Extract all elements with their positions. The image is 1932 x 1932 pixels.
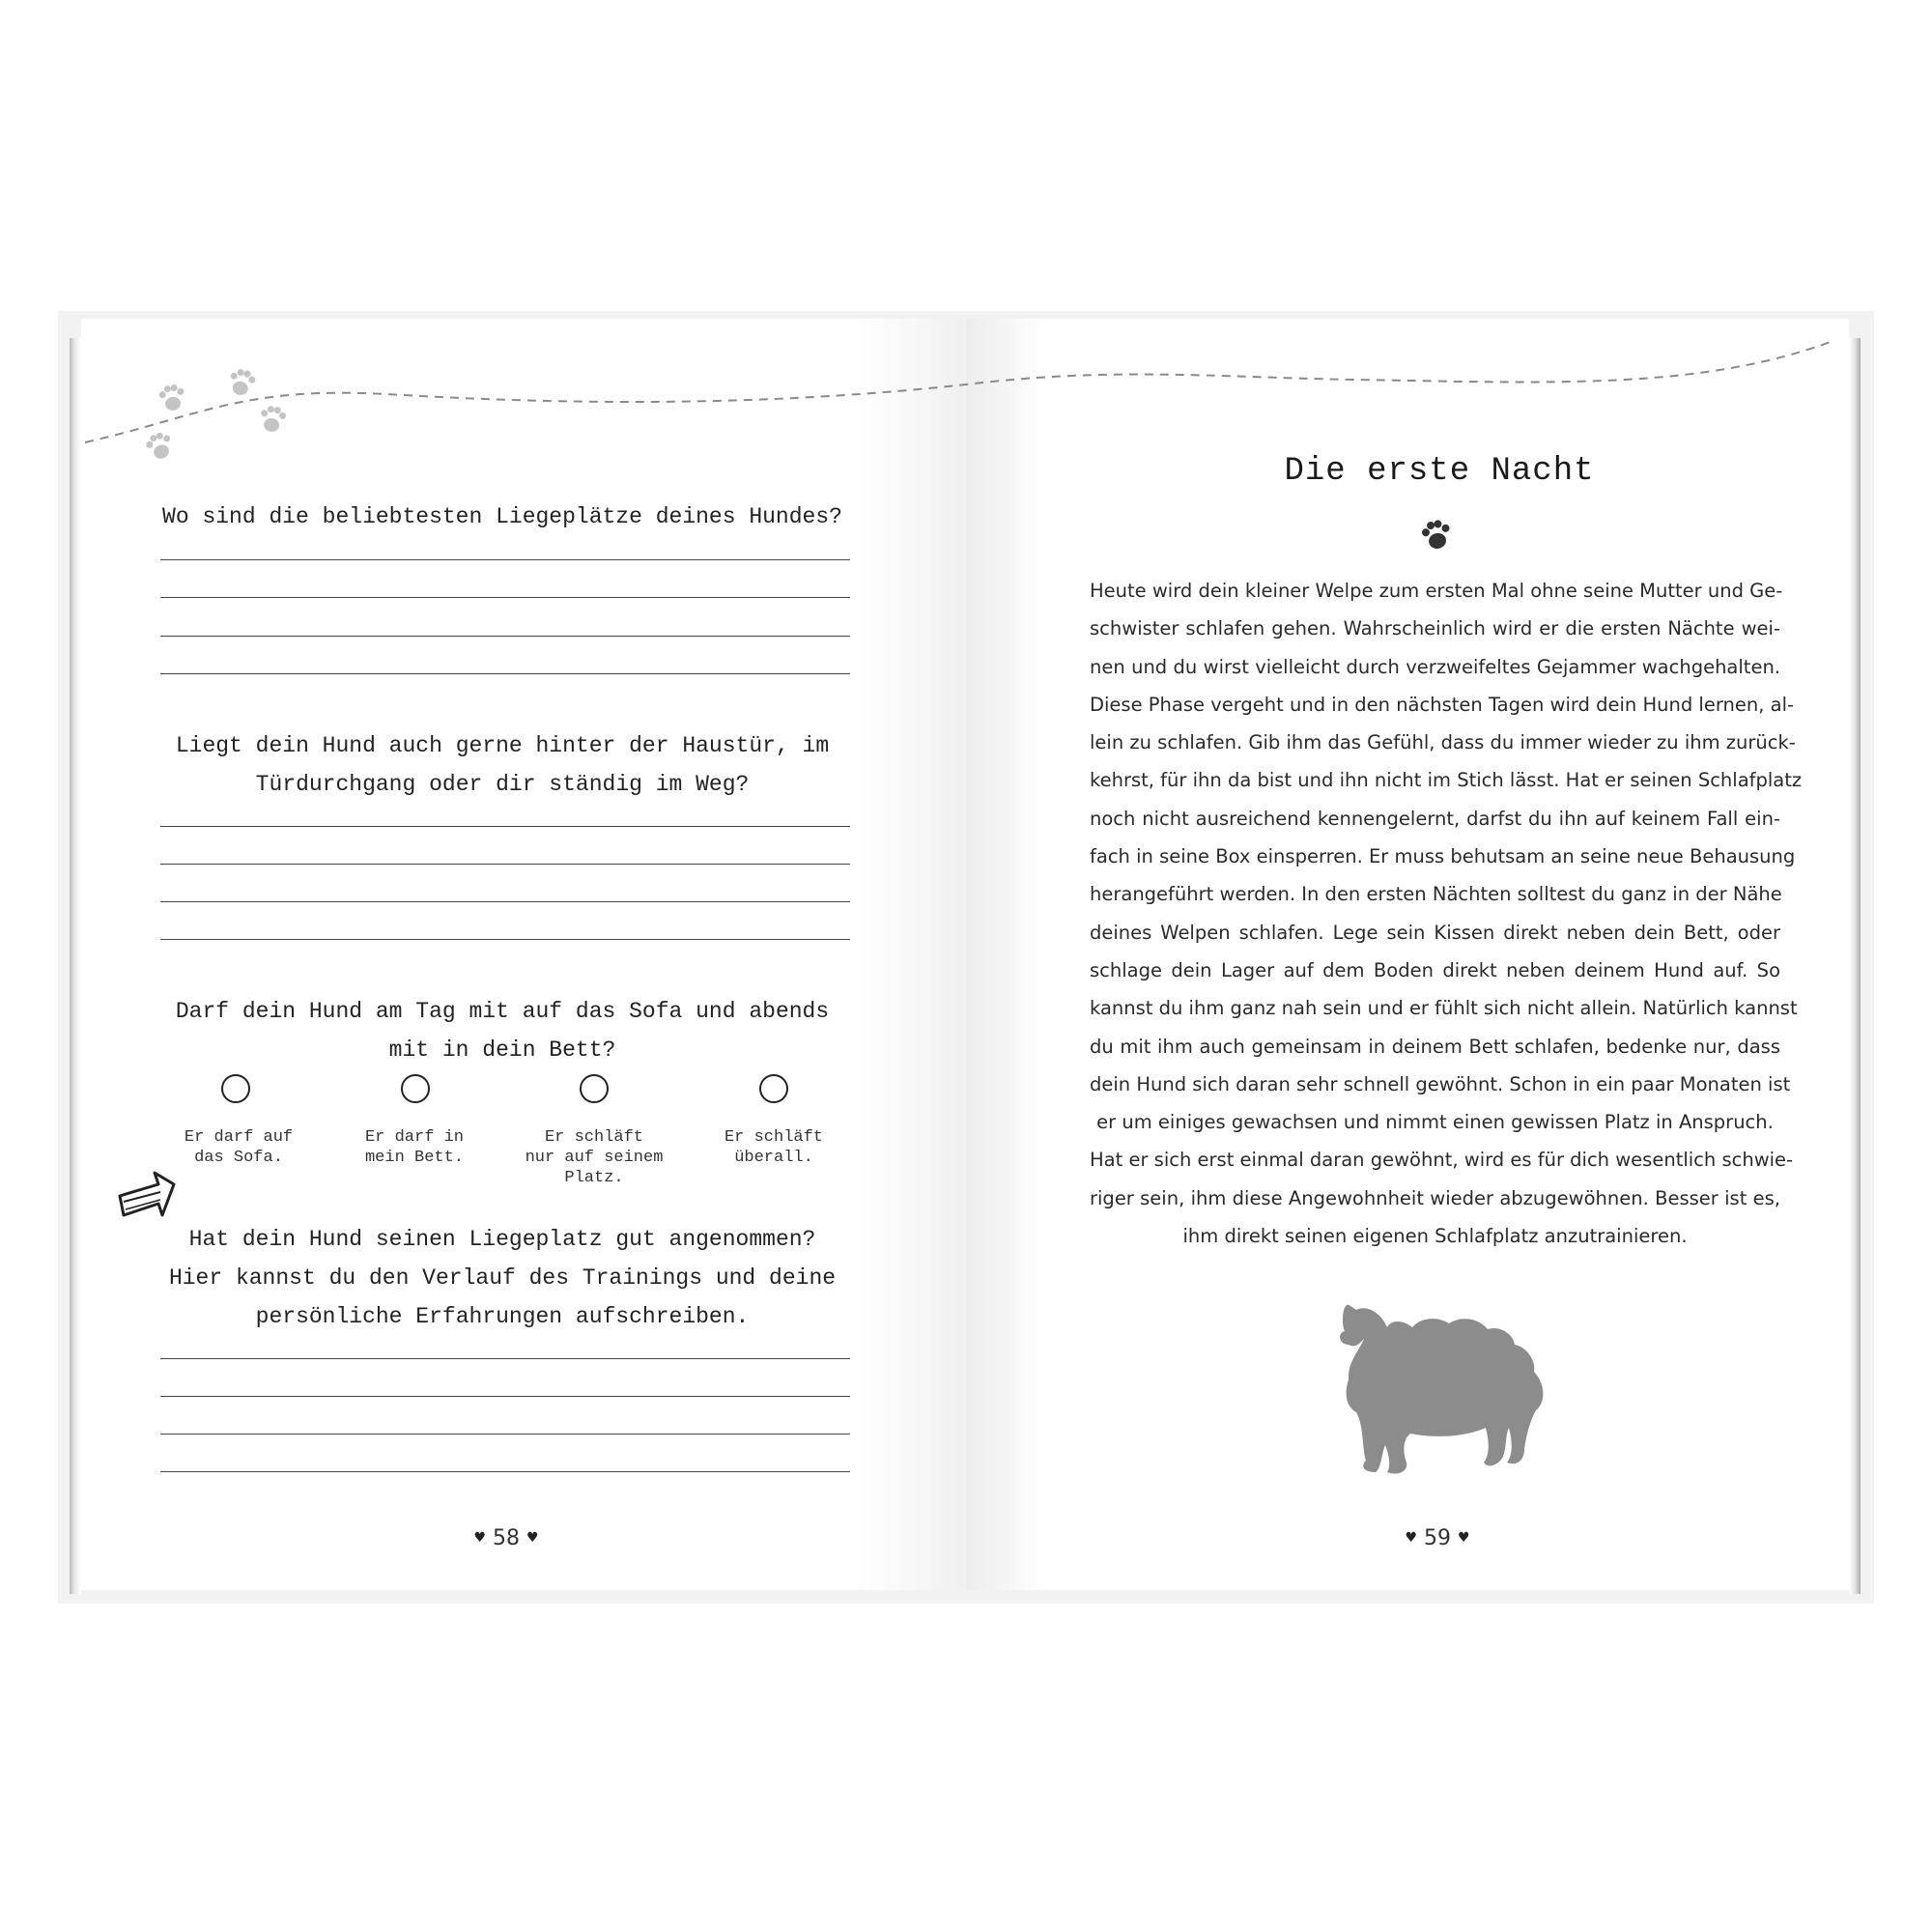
body-line: schlage dein Lager auf dem Boden direkt neben deinem Hund auf. So xyxy=(1090,958,1780,981)
question-line: Türdurchgang oder dir ständig im Weg? xyxy=(255,772,750,797)
write-line[interactable] xyxy=(160,1471,850,1472)
question-line: mit in dein Bett? xyxy=(388,1037,616,1063)
option-label-line: Er schläft xyxy=(544,1128,644,1147)
body-line: kehrst, für ihn da bist und ihn nicht im Stich lässt. Hat er seinen Schlafplatz xyxy=(1090,769,1803,792)
option-radio-own-spot[interactable] xyxy=(580,1074,609,1103)
body-line: Heute wird dein kleiner Welpe zum ersten Mal ohne seine Mutter und Ge- xyxy=(1090,580,1783,602)
heart-icon: ♥ xyxy=(1405,1530,1417,1546)
option-label-line: mein Bett. xyxy=(364,1149,465,1167)
write-line[interactable] xyxy=(160,636,850,637)
option-label-line: Er darf auf xyxy=(184,1128,294,1147)
dog-silhouette-icon xyxy=(1340,1305,1543,1474)
question-line: persönliche Erfahrungen aufschreiben. xyxy=(255,1304,750,1329)
paw-print-icon xyxy=(157,383,186,412)
body-line: riger sein, ihm diese Angewohnheit wieder abzugewöhnen. Besser ist es, xyxy=(1090,1186,1780,1209)
question-line: Darf dein Hund am Tag mit auf das Sofa und abends xyxy=(175,999,830,1024)
body-line: er um einiges gewachsen und nimmt einen gewissen Platz in Anspruch. xyxy=(1096,1111,1774,1134)
body-line: schwister schlafen gehen. Wahrscheinlich wird er die ersten Nächte wei- xyxy=(1090,617,1780,640)
write-line[interactable] xyxy=(160,1396,850,1397)
body-line: kannst du ihm ganz nah sein und er fühlt sich nicht allein. Natürlich kannst xyxy=(1090,997,1798,1020)
arrow-pointer-icon xyxy=(120,1173,174,1215)
question-door-spot xyxy=(155,726,850,804)
body-line: du mit ihm auch gemeinsam in deinem Bett schlafen, bedenke nur, dass xyxy=(1090,1035,1780,1058)
write-line[interactable] xyxy=(160,597,850,598)
body-line: Hat er sich erst einmal daran gewöhnt, wird es für dich wesentlich schwie- xyxy=(1090,1149,1794,1172)
question-favorite-spots: Wo sind die beliebtesten Liegeplätze deines Hundes? xyxy=(162,504,842,529)
page-number-left xyxy=(410,1526,603,1550)
write-line[interactable] xyxy=(160,826,850,827)
write-line[interactable] xyxy=(160,673,850,674)
question-line: Liegt dein Hund auch gerne hinter der Haustür, im xyxy=(175,733,830,758)
write-line[interactable] xyxy=(160,559,850,560)
question-training-progress xyxy=(155,1220,850,1336)
option-radio-everywhere[interactable] xyxy=(759,1074,788,1103)
option-label-bed xyxy=(332,1127,497,1168)
write-line[interactable] xyxy=(160,1358,850,1359)
paw-print-icon xyxy=(1420,518,1453,551)
option-label-line: das Sofa. xyxy=(194,1149,283,1167)
page-number-value: 58 xyxy=(493,1526,520,1550)
heart-icon: ♥ xyxy=(526,1530,539,1546)
option-label-line: überall. xyxy=(734,1149,813,1167)
option-label-line: nur auf seinem xyxy=(525,1149,664,1167)
option-label-line: Er schläft xyxy=(724,1128,824,1147)
paw-print-icon xyxy=(227,367,257,397)
body-line: deines Welpen schlafen. Lege sein Kissen direkt neben dein Bett, oder xyxy=(1090,921,1780,944)
body-line: nen und du wirst vielleicht durch verzweifeltes Gejammer wachgehalten. xyxy=(1090,655,1780,678)
option-label-own-spot xyxy=(512,1127,676,1188)
body-line: noch nicht ausreichend kennengelernt, darfst du ihn auf keinem Fall ein- xyxy=(1090,807,1780,830)
option-label-line: Platz. xyxy=(564,1169,624,1187)
heart-icon: ♥ xyxy=(473,1530,486,1546)
body-text xyxy=(1090,572,1803,1255)
body-line: Diese Phase vergeht und in den nächsten Tagen wird dein Hund lernen, al- xyxy=(1090,693,1795,716)
page-number-right xyxy=(1341,1526,1534,1550)
chapter-title: Die erste Nacht xyxy=(1284,453,1595,490)
write-line[interactable] xyxy=(160,901,850,902)
body-line: herangeführt werden. In den ersten Nächten solltest du ganz in der Nähe xyxy=(1090,883,1782,906)
write-line[interactable] xyxy=(160,1434,850,1435)
body-line: ihm direkt seinen eigenen Schlafplatz anzutrainieren. xyxy=(1182,1225,1688,1248)
heart-icon: ♥ xyxy=(1458,1530,1470,1546)
option-radio-sofa[interactable] xyxy=(221,1074,250,1103)
body-line: dein Hund sich daran sehr schnell gewöhnt. Schon in ein paar Monaten ist xyxy=(1090,1072,1791,1095)
option-radio-bed[interactable] xyxy=(401,1074,430,1103)
option-label-sofa xyxy=(156,1127,321,1168)
paw-print-icon xyxy=(259,405,287,434)
option-label-everywhere xyxy=(692,1127,856,1168)
question-line: Hat dein Hund seinen Liegeplatz gut angenommen? xyxy=(188,1227,816,1252)
body-line: fach in seine Box einsperren. Er muss behutsam an seine neue Behausung xyxy=(1090,845,1796,868)
write-line[interactable] xyxy=(160,864,850,865)
body-line: lein zu schlafen. Gib ihm das Gefühl, dass du immer wieder zu ihm zurück- xyxy=(1090,731,1796,754)
option-label-line: Er darf in xyxy=(364,1128,465,1147)
question-line: Hier kannst du den Verlauf des Trainings und deine xyxy=(168,1265,837,1291)
write-line[interactable] xyxy=(160,939,850,940)
paw-print-icon xyxy=(144,430,176,463)
question-sofa-bed xyxy=(155,992,850,1069)
page-number-value: 59 xyxy=(1424,1526,1451,1550)
